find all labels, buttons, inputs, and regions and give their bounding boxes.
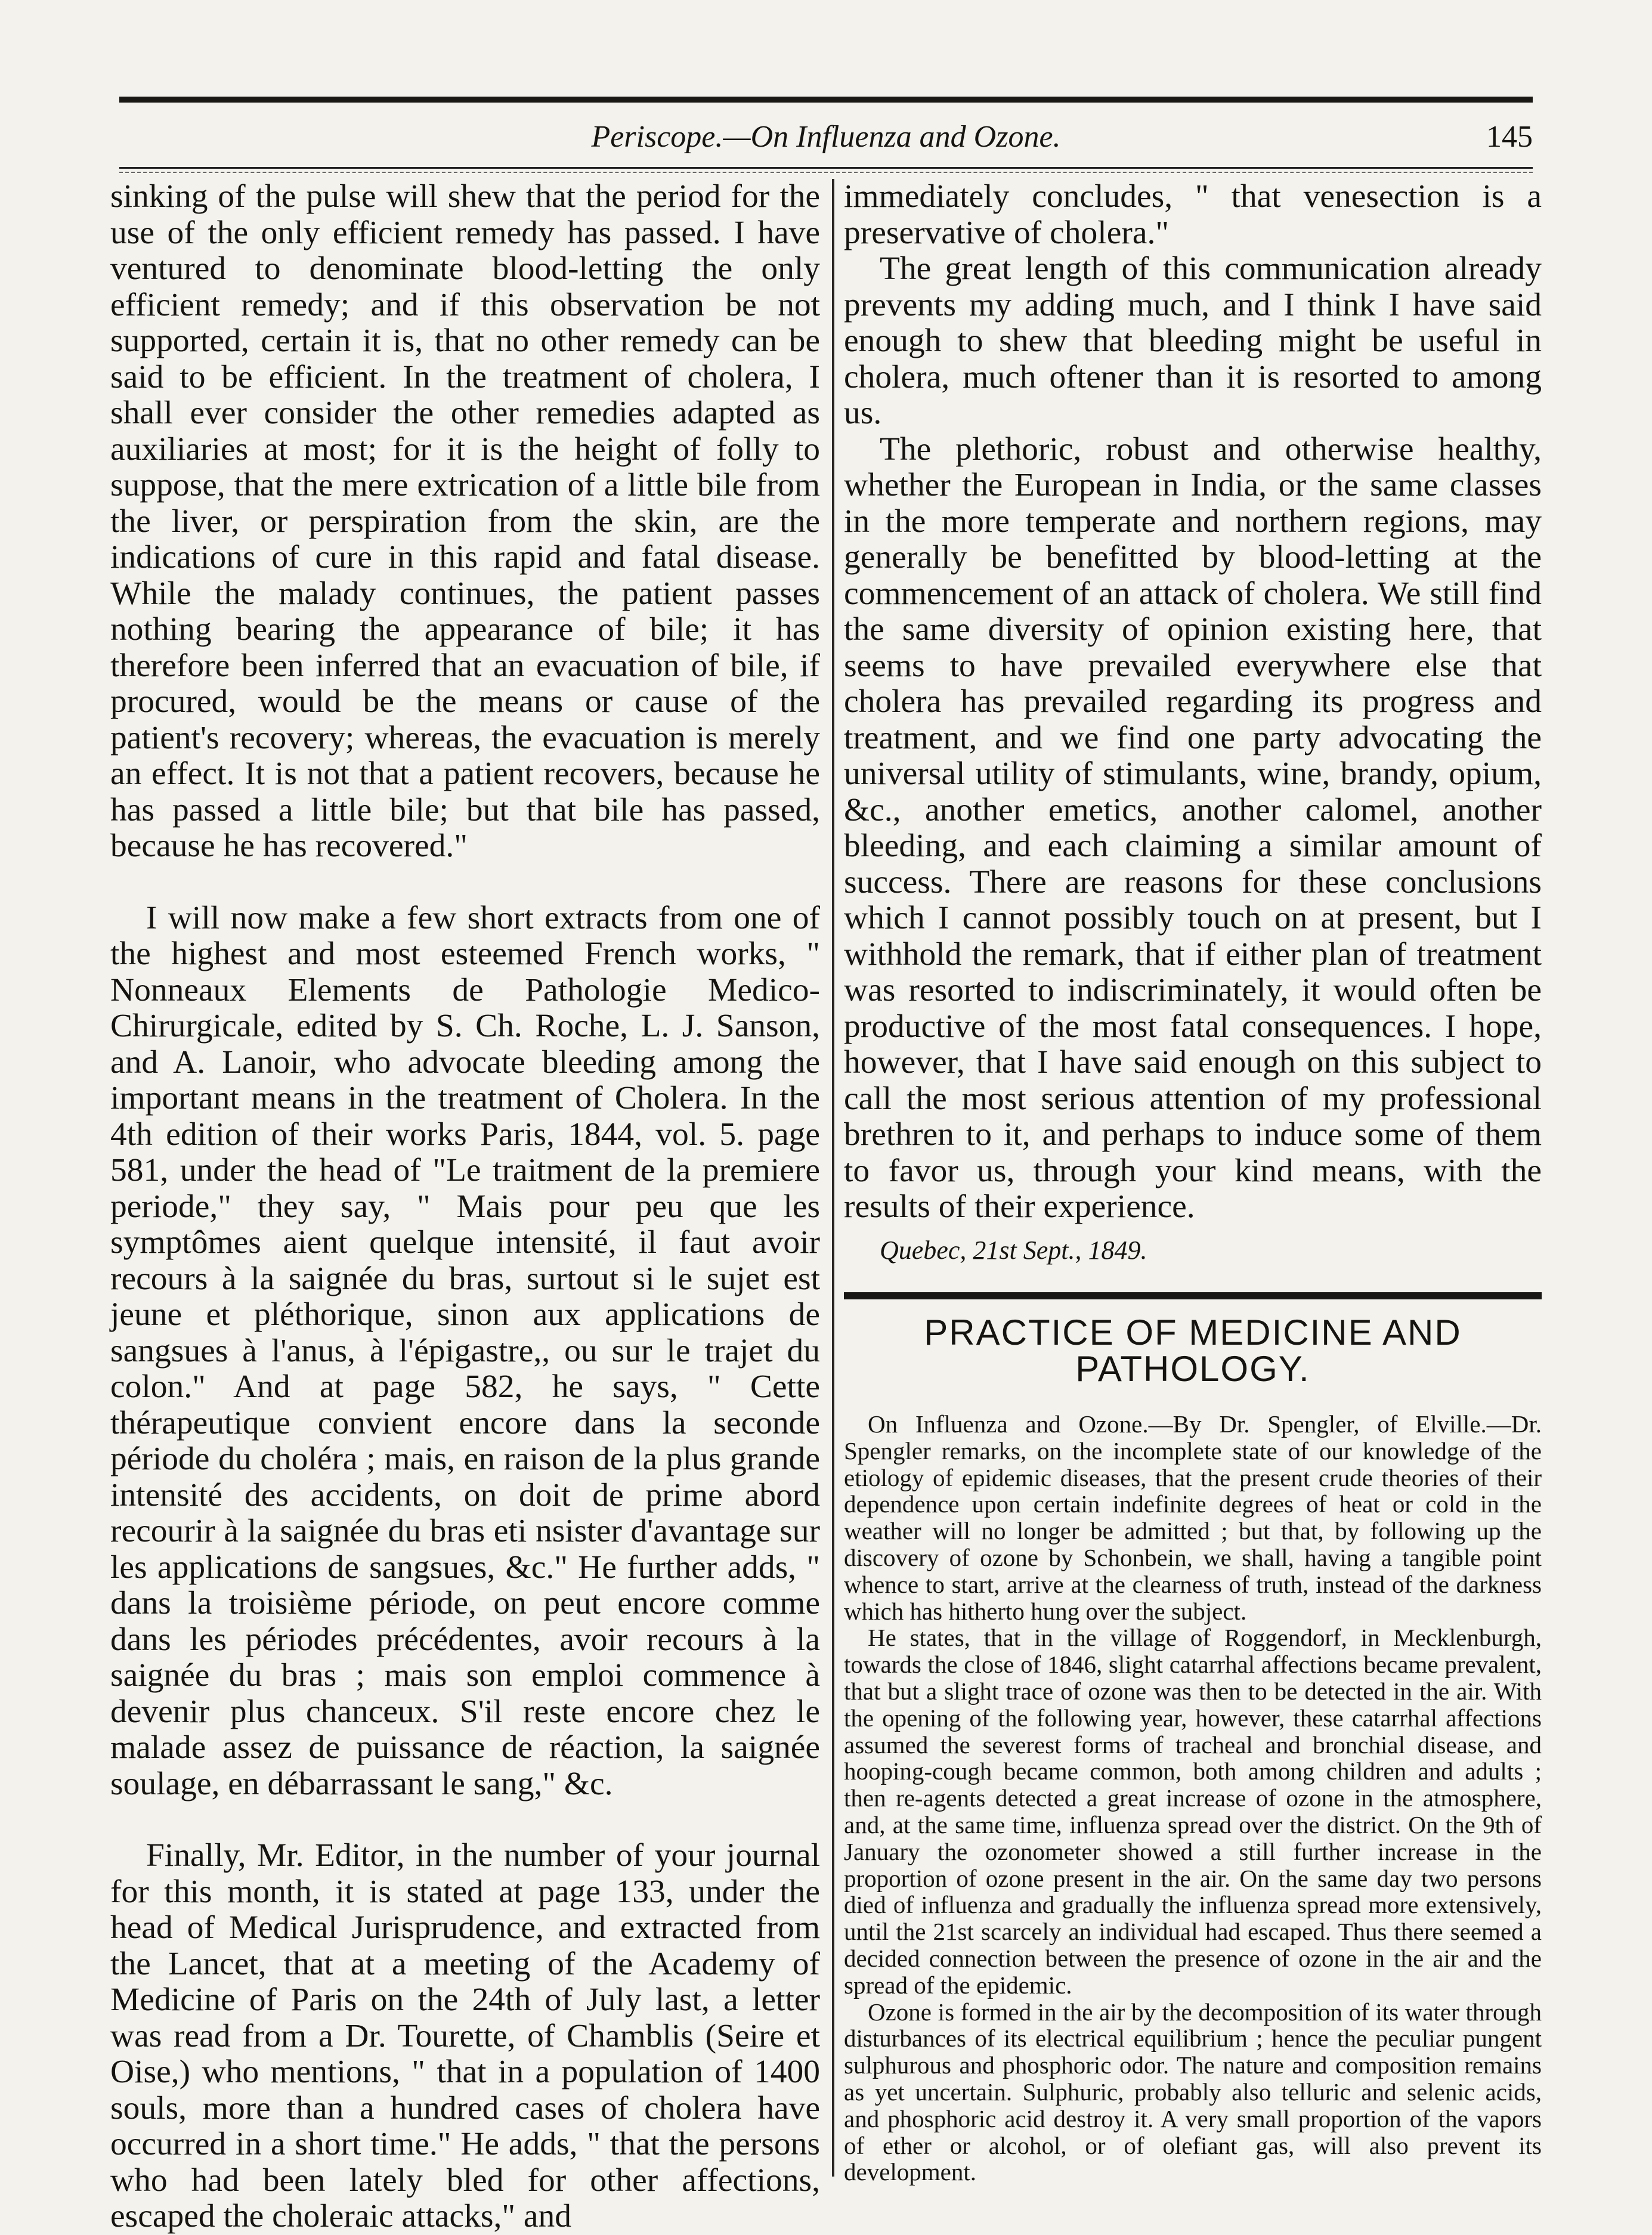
- running-header: [119, 113, 1533, 161]
- section-body: [844, 1411, 1542, 2186]
- page-number: 145: [1486, 120, 1533, 154]
- section-paragraph-2: He states, that in the village of Roggendorf, in Mecklenburgh, towards the close of 1846, slight catarrhal affections became prevalent, that but a slight trace of ozone was then to be detected in the air. With the opening of the following year, however, these catarrhal affections assumed the severest forms of tracheal and bronchial disease, and hooping-cough became common, both among children and adults ; then re-agents detected a great increase of ozone in the atmosphere, and, at the same time, influenza spread over the district. On the 9th of January the ozonometer showed a still further increase in the proportion of ozone present in the air. On the same day two persons died of influenza and gradually the influenza spread more extensively, until the 21st scarcely an individual had escaped. Thus there seemed a decided connection between the presence of ozone in the air and the spread of the epidemic.: [844, 1624, 1542, 1999]
- section-paragraph-1: On Influenza and Ozone.—By Dr. Spengler, of Elville.—Dr. Spengler remarks, on the incomplete state of our knowledge of the etiology of epidemic diseases, that the present crude theories of their dependence upon certain indefinite degrees of heat or cold in the weather will no longer be admitted ; but that, by following up the discovery of ozone by Schonbein, we shall, having a tangible point whence to start, arrive at the clearness of truth, instead of the darkness which has hitherto hung over the subject.: [844, 1410, 1542, 1625]
- left-paragraph-1: sinking of the pulse will shew that the period for the use of the only efficient remedy has passed. I have ventured to denominate blood-letting the only efficient remedy; and if this observation be not supported, certain it is, that no other remedy can be said to be efficient. In the treatment of cholera, I shall ever consider the other remedies adapted as auxiliaries at most; for it is the height of folly to suppose, that the mere extrication of a little bile from the liver, or perspiration from the skin, are the indications of cure in this rapid and fatal disease. While the malady continues, the patient passes nothing bearing the appearance of bile; it has therefore been inferred that an evacuation of bile, if procured, would be the means or cause of the patient's recovery; whereas, the evacuation is merely an effect. It is not that a patient recovers, because he has passed a little bile; but that bile has passed, because he has recovered.": [110, 178, 820, 864]
- section-title: PRACTICE OF MEDICINE AND PATHOLOGY.: [924, 1312, 1462, 1389]
- left-paragraph-3: Finally, Mr. Editor, in the number of your journal for this month, it is stated at page 133, under the head of Medical Jurisprudence, and extracted from the Lancet, that at a meeting of the Academy of Medicine of Paris on the 24th of July last, a letter was read from a Dr. Tourette, of Chamblis (Seire et Oise,) who mentions, " that in a population of 1400 souls, more than a hundred cases of cholera have occurred in a short time." He adds, " that the persons who had been lately bled for other affections, escaped the choleraic attacks," and: [110, 1837, 820, 2234]
- letter-signoff: Quebec, 21st Sept., 1849.: [880, 1235, 1147, 1265]
- header-rule: [119, 167, 1533, 173]
- right-column: [844, 179, 1542, 2186]
- right-paragraph-3: The plethoric, robust and otherwise healthy, whether the European in India, or the same classes in the more temperate and northern regions, may generally be benefitted by blood-letting at the commencement of an attack of cholera. We still find the same diversity of opinion existing here, that seems to have prevailed everywhere else that cholera has prevailed regarding its progress and treatment, and we find one party advocating the universal utility of stimulants, wine, brandy, opium, &c., another emetics, another calomel, another bleeding, and each claiming a similar amount of success. There are reasons for these conclusions which I cannot possibly touch on at present, but I withhold the remark, that if either plan of treatment was resorted to indiscriminately, it would often be productive of the most fatal consequences. I hope, however, that I have said enough on this subject to call the most serious attention of my professional brethren to it, and perhaps to induce some of them to favor us, through your kind means, with the results of their experience.: [844, 431, 1542, 1225]
- left-paragraph-2: I will now make a few short extracts from one of the highest and most esteemed French works, " Nonneaux Elements de Pathologie Medico-Chirurgicale, edited by S. Ch. Roche, L. J. Sanson, and A. Lanoir, who advocate bleeding among the important means in the treatment of Cholera. In the 4th edition of their works Paris, 1844, vol. 5. page 581, under the head of "Le traitment de la premiere periode," they say, " Mais pour peu que les symptômes aient quelque intensité, il faut avoir recours à la saignée du bras, surtout si le sujet est jeune et pléthorique, sinon aux applications de sangsues à l'anus, à l'épigastre,, ou sur le trajet du colon." And at page 582, he says, " Cette thérapeutique convient encore dans la seconde période du choléra ; mais, en raison de la plus grande intensité des accidents, on doit de prime abord recourir à la saignée du bras eti nsister d'avantage sur les applications de sangsues, &c." He further adds, " dans la troisième période, on peut encore comme dans les périodes précédentes, avoir recours à la saignée du bras ; mais son emploi commence à devenir plus chanceux. S'il reste encore chez le malade assez de puissance de réaction, la saignée soulage, en débarrassant le sang," &c.: [110, 899, 820, 1802]
- right-paragraph-2: The great length of this communication already prevents my adding much, and I think I have said enough to shew that bleeding might be useful in cholera, much oftener than it is resorted to among us.: [844, 250, 1542, 431]
- section-rule: [844, 1292, 1542, 1299]
- top-rule: [119, 97, 1533, 103]
- running-title: Periscope.—On Influenza and Ozone.: [591, 120, 1061, 154]
- section-paragraph-3: Ozone is formed in the air by the decomposition of its water through disturbances of its electrical equilibrium ; hence the peculiar pungent sulphurous and phosphoric odor. The nature and composition remains as yet uncertain. Sulphuric, probably also telluric and selenic acids, and phosphoric acid destroy it. A very small proportion of the vapors of ether or alcohol, or of olefiant gas, will also prevent its development.: [844, 1998, 1542, 2186]
- right-paragraph-1: immediately concludes, " that venesection is a preservative of cholera.": [844, 178, 1542, 251]
- left-column: [110, 179, 820, 2235]
- column-divider: [832, 179, 834, 2177]
